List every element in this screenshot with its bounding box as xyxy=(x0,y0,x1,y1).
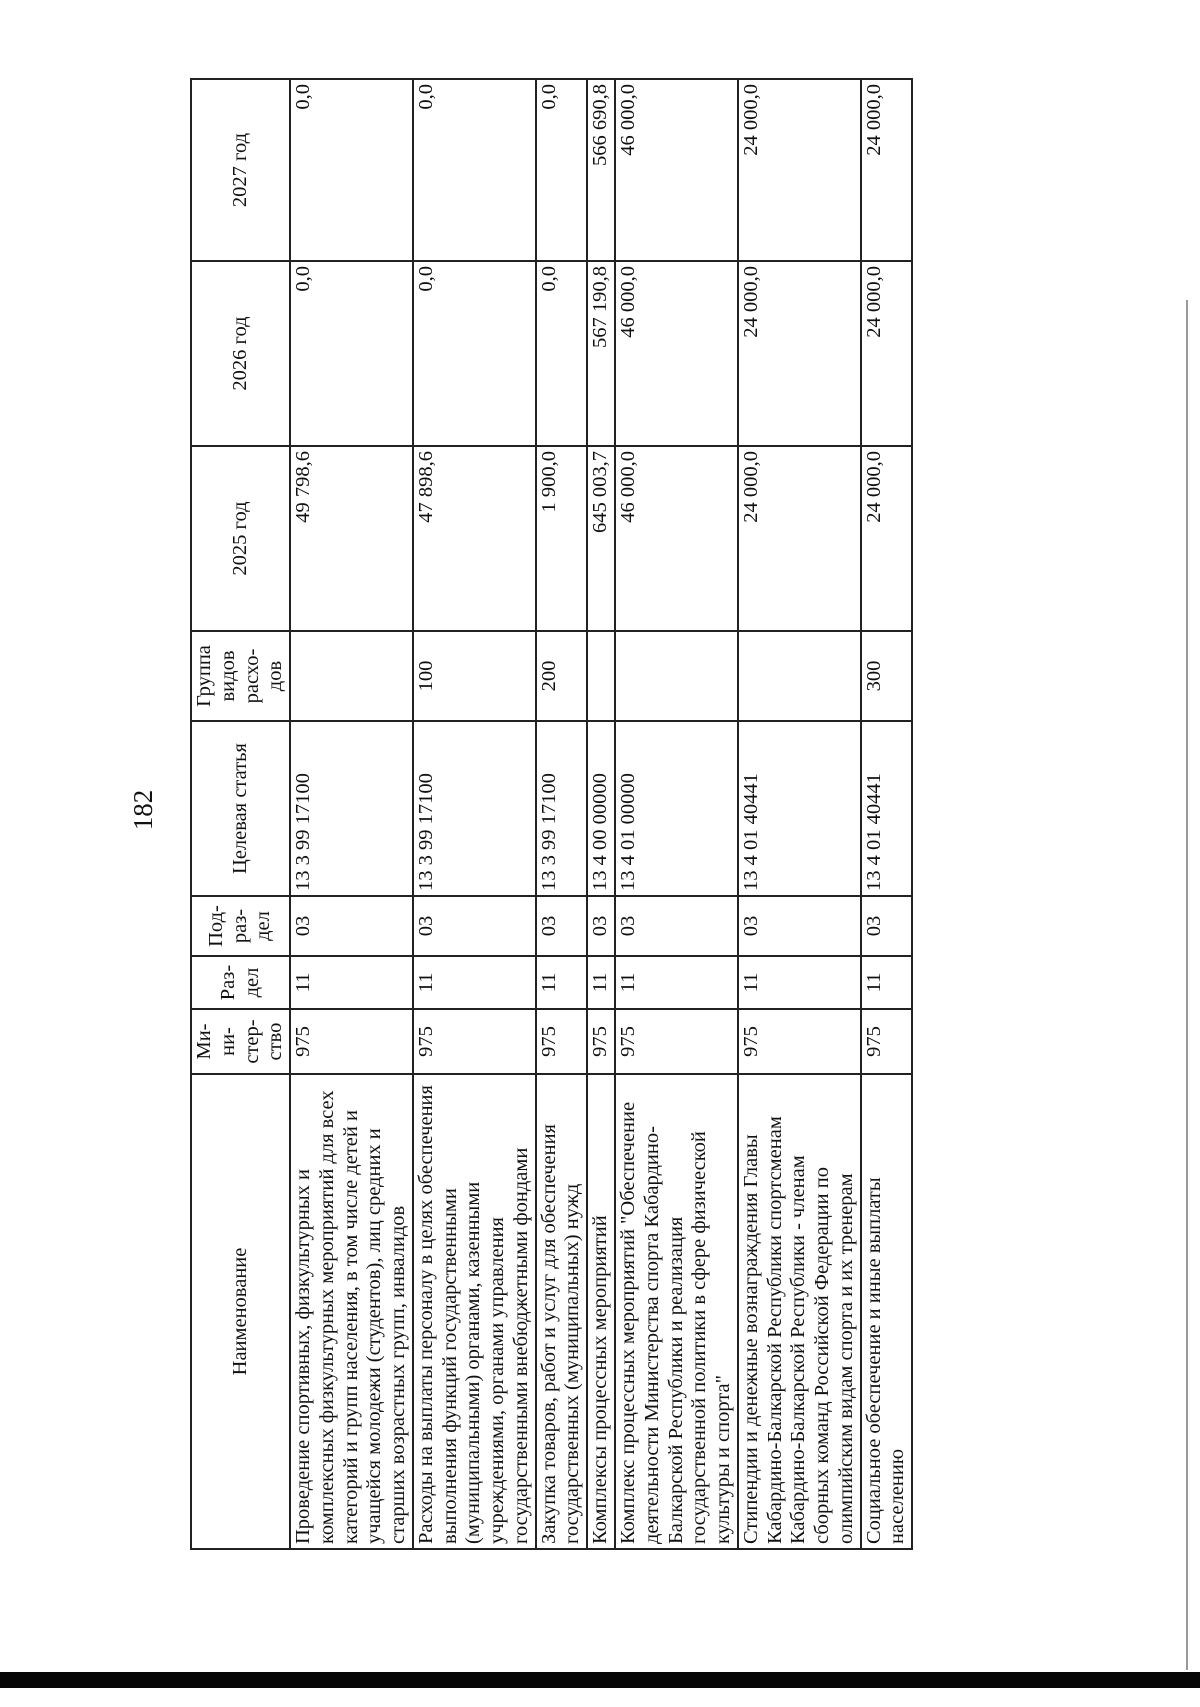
row-name: Социальное обеспечение и иные выплаты населению xyxy=(861,1074,913,1549)
row-ministry: 975 xyxy=(536,1009,588,1074)
row-target: 13 3 99 17100 xyxy=(536,721,588,896)
row-subsection: 03 xyxy=(536,896,588,956)
scan-border-bar xyxy=(0,1672,1200,1688)
page-number: 182 xyxy=(128,789,158,831)
header-expense-group: Группа видов расхо-дов xyxy=(191,631,290,721)
row-2026: 0,0 xyxy=(290,261,413,446)
row-expense-group xyxy=(615,631,738,721)
row-2027: 24 000,0 xyxy=(861,79,913,261)
row-target: 13 4 01 40441 xyxy=(861,721,913,896)
row-section: 11 xyxy=(290,956,413,1009)
row-target: 13 3 99 17100 xyxy=(290,721,413,896)
row-section: 11 xyxy=(615,956,738,1009)
row-2026: 567 190,8 xyxy=(587,261,615,446)
row-ministry: 975 xyxy=(413,1009,536,1074)
header-target: Целевая статья xyxy=(191,721,290,896)
rotated-page-content xyxy=(90,20,1130,1600)
row-subsection: 03 xyxy=(587,896,615,956)
scan-edge-line xyxy=(1186,300,1188,1670)
row-subsection: 03 xyxy=(615,896,738,956)
table-row xyxy=(536,79,588,1549)
row-ministry: 975 xyxy=(861,1009,913,1074)
row-name: Расходы на выплаты персоналу в целях обеспечения выполнения функций государственными (муниципальными) органами, казенными учреждениями, органами управления государственными внебюджетными фондами xyxy=(413,1074,536,1549)
row-2025: 24 000,0 xyxy=(738,446,861,631)
header-2027: 2027 год xyxy=(191,79,290,261)
row-expense-group: 200 xyxy=(536,631,588,721)
row-2026: 46 000,0 xyxy=(615,261,738,446)
row-target: 13 4 00 00000 xyxy=(587,721,615,896)
row-ministry: 975 xyxy=(738,1009,861,1074)
row-subsection: 03 xyxy=(861,896,913,956)
header-subsection: Под-раз-дел xyxy=(191,896,290,956)
table-row xyxy=(587,79,615,1549)
row-2025: 49 798,6 xyxy=(290,446,413,631)
header-2025: 2025 год xyxy=(191,446,290,631)
row-name: Закупка товаров, работ и услуг для обеспечения государственных (муниципальных) нужд xyxy=(536,1074,588,1549)
row-subsection: 03 xyxy=(290,896,413,956)
header-section: Раз-дел xyxy=(191,956,290,1009)
row-expense-group: 300 xyxy=(861,631,913,721)
row-target: 13 4 01 40441 xyxy=(738,721,861,896)
table-row xyxy=(615,79,738,1549)
row-2027: 24 000,0 xyxy=(738,79,861,261)
row-2025: 1 900,0 xyxy=(536,446,588,631)
row-2026: 0,0 xyxy=(413,261,536,446)
row-section: 11 xyxy=(738,956,861,1009)
row-2025: 47 898,6 xyxy=(413,446,536,631)
row-2025: 46 000,0 xyxy=(615,446,738,631)
row-target: 13 3 99 17100 xyxy=(413,721,536,896)
row-section: 11 xyxy=(861,956,913,1009)
row-2027: 566 690,8 xyxy=(587,79,615,261)
row-ministry: 975 xyxy=(290,1009,413,1074)
row-2025: 24 000,0 xyxy=(861,446,913,631)
table-row xyxy=(861,79,913,1549)
row-name: Комплекс процессных мероприятий "Обеспечение деятельности Министерства спорта Кабардино-Балкарской Республики и реализация государственной политики в сфере физической культуры и спорта" xyxy=(615,1074,738,1549)
row-section: 11 xyxy=(536,956,588,1009)
row-name: Стипендии и денежные вознаграждения Главы Кабардино-Балкарской Республики спортсменам Кабардино-Балкарской Республики - членам сборных команд Российской Федерации по олимпийским видам спорта и их тренерам xyxy=(738,1074,861,1549)
row-section: 11 xyxy=(587,956,615,1009)
row-2026: 0,0 xyxy=(536,261,588,446)
row-expense-group xyxy=(738,631,861,721)
table-row xyxy=(290,79,413,1549)
row-name: Проведение спортивных, физкультурных и комплексных физкультурных мероприятий для всех категорий и групп населения, в том числе детей и учащейся молодежи (студентов), лиц средних и старших возрастных групп, инвалидов xyxy=(290,1074,413,1549)
budget-table xyxy=(190,78,913,1550)
row-2027: 0,0 xyxy=(536,79,588,261)
row-section: 11 xyxy=(413,956,536,1009)
header-2026: 2026 год xyxy=(191,261,290,446)
header-ministry: Ми-ни-стер-ство xyxy=(191,1009,290,1074)
table-header-row xyxy=(191,79,290,1549)
row-2026: 24 000,0 xyxy=(738,261,861,446)
row-ministry: 975 xyxy=(615,1009,738,1074)
row-target: 13 4 01 00000 xyxy=(615,721,738,896)
table-row xyxy=(413,79,536,1549)
row-name: Комплексы процессных мероприятий xyxy=(587,1074,615,1549)
row-ministry: 975 xyxy=(587,1009,615,1074)
row-2027: 0,0 xyxy=(290,79,413,261)
table-row xyxy=(738,79,861,1549)
row-2027: 46 000,0 xyxy=(615,79,738,261)
row-2025: 645 003,7 xyxy=(587,446,615,631)
row-subsection: 03 xyxy=(738,896,861,956)
row-expense-group xyxy=(587,631,615,721)
row-expense-group: 100 xyxy=(413,631,536,721)
row-expense-group xyxy=(290,631,413,721)
row-subsection: 03 xyxy=(413,896,536,956)
row-2026: 24 000,0 xyxy=(861,261,913,446)
row-2027: 0,0 xyxy=(413,79,536,261)
header-name: Наименование xyxy=(191,1074,290,1549)
